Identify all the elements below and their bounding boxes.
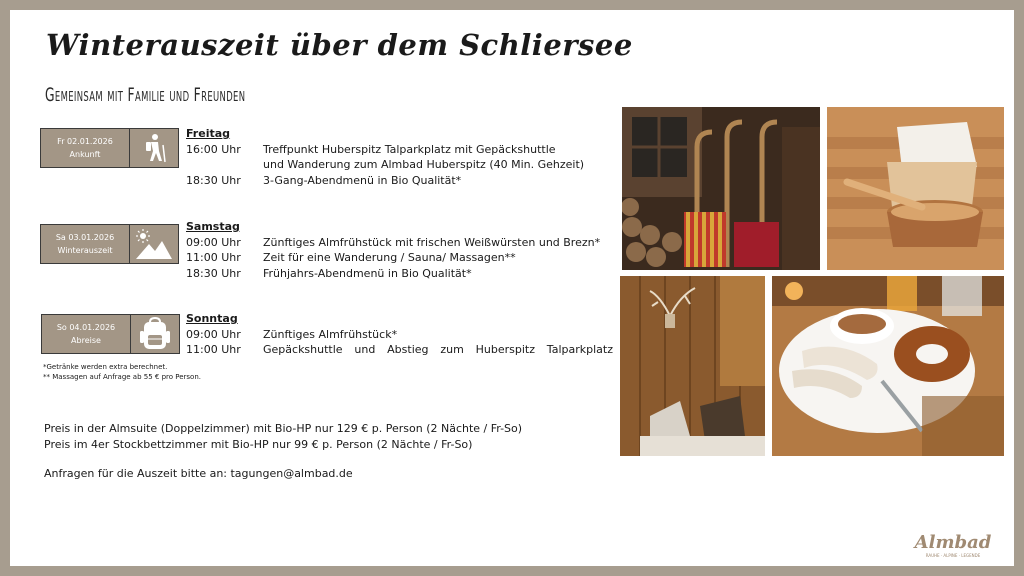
schedule-friday xyxy=(186,126,584,188)
price-line: Preis in der Almsuite (Doppelzimmer) mit Bio-HP nur 129 € p. Person (2 Nächte / Fr-So) xyxy=(44,422,523,435)
schedule-row: 11:00 Uhr Zeit für eine Wanderung / Sauna/ Massagen** xyxy=(186,251,516,264)
photo-sleds xyxy=(622,107,820,270)
day-name: Samstag xyxy=(186,220,240,233)
footnote: *Getränke werden extra berechnet. xyxy=(43,363,168,371)
day-date: Fr 02.01.2026 xyxy=(57,137,113,146)
day-name: Freitag xyxy=(186,127,231,140)
schedule-row: 16:00 Uhr Treffpunkt Huberspitz Talparkplatz mit Gepäckshuttle xyxy=(186,142,556,156)
day-date: Sa 03.01.2026 xyxy=(55,233,115,242)
hiker-icon xyxy=(130,128,179,168)
schedule-row: 18:30 Uhr 3-Gang-Abendmenü in Bio Qualität* xyxy=(186,173,462,187)
day-tag: Ankunft xyxy=(69,150,101,159)
day-tag: Winterauszeit xyxy=(57,246,113,255)
day-tag: Abreise xyxy=(71,336,101,345)
logo-tagline: RAUHE · ALPINE · LEGENDE xyxy=(925,553,981,558)
schedule-row: 11:00 Uhr Gepäckshuttle und Abstieg zum Huberspitz Talparkplatz xyxy=(186,343,613,356)
day-badge-sunday xyxy=(41,314,180,354)
schedule-saturday xyxy=(186,219,600,281)
price-line: Preis im 4er Stockbettzimmer mit Bio-HP nur 99 € p. Person (2 Nächte / Fr-So) xyxy=(44,437,473,451)
schedule-row: 09:00 Uhr Zünftiges Almfrühstück mit frischen Weißwürsten und Brezn* xyxy=(186,235,601,249)
almbad-logo xyxy=(908,530,998,560)
mountain-sun-icon xyxy=(130,224,179,264)
day-date: So 04.01.2026 xyxy=(56,323,116,332)
page-subtitle: Gemeinsam mit Familie und Freunden xyxy=(45,84,246,106)
footnotes xyxy=(43,362,201,382)
schedule-row: 18:30 Uhr Frühjahrs-Abendmenü in Bio Qualität* xyxy=(186,266,472,280)
slide xyxy=(10,10,1014,566)
day-badge-friday xyxy=(40,128,179,168)
day-badge-saturday xyxy=(40,224,179,264)
price-list xyxy=(44,421,522,452)
day-badge-label xyxy=(41,314,131,354)
contact-line: Anfragen für die Auszeit bitte an: tagungen@almbad.de xyxy=(44,467,353,480)
footnote: ** Massagen auf Anfrage ab 55 € pro Person. xyxy=(43,373,201,381)
page-title: Winterauszeit über dem Schliersee xyxy=(46,28,633,62)
day-name: Sonntag xyxy=(186,312,238,325)
photo-bedroom xyxy=(620,276,765,456)
day-badge-label xyxy=(40,128,130,168)
day-badge-label xyxy=(40,224,130,264)
photo-breakfast xyxy=(772,276,1004,456)
backpack-icon xyxy=(131,314,180,354)
schedule-sunday xyxy=(186,311,613,358)
schedule-row: 09:00 Uhr Zünftiges Almfrühstück* xyxy=(186,327,398,341)
logo-wordmark: Almbad xyxy=(914,532,992,553)
photo-sauna xyxy=(827,107,1004,270)
schedule-row: und Wanderung zum Almbad Huberspitz (40 Min. Gehzeit) xyxy=(263,158,585,171)
